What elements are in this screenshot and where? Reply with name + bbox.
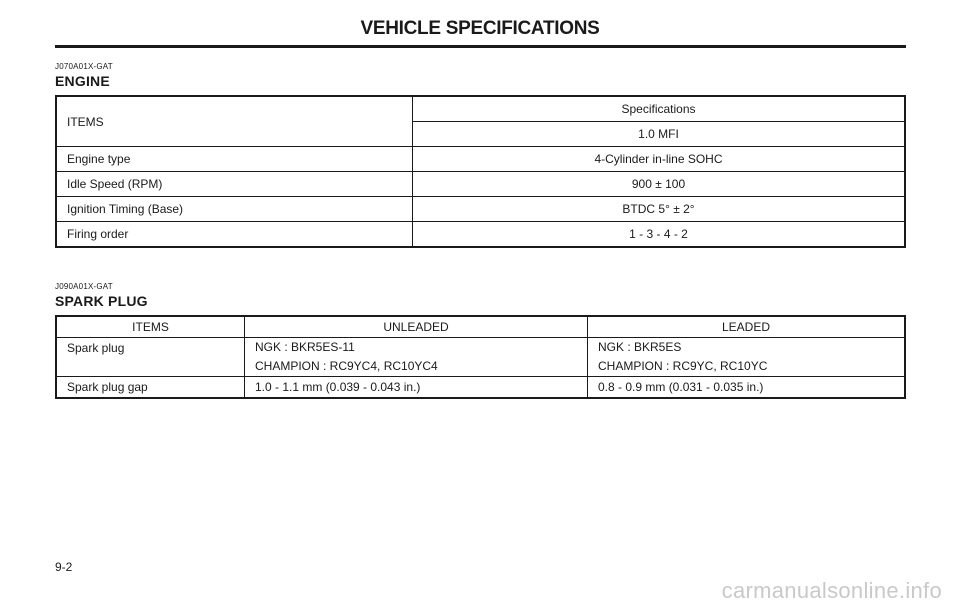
engine-item-cell: Firing order <box>56 222 413 248</box>
table-row <box>56 377 905 399</box>
engine-section-heading: ENGINE <box>55 73 110 89</box>
table-row <box>56 147 905 172</box>
title-rule <box>55 45 906 48</box>
table-row <box>56 338 905 377</box>
engine-item-cell: Engine type <box>56 147 413 172</box>
spark-gap-unleaded: 1.0 - 1.1 mm (0.039 - 0.043 in.) <box>245 377 588 399</box>
spark-plug-label: Spark plug <box>56 338 245 377</box>
spark-plug-section-code: J090A01X-GAT <box>55 282 113 291</box>
spark-plug-leaded-cell <box>588 338 906 377</box>
engine-spec-table <box>55 95 906 248</box>
spark-plug-unleaded-cell <box>245 338 588 377</box>
table-row <box>56 222 905 248</box>
engine-spec-subheader: 1.0 MFI <box>413 122 906 147</box>
engine-spec-header: Specifications <box>413 96 906 122</box>
spark-gap-label: Spark plug gap <box>56 377 245 399</box>
table-row <box>56 172 905 197</box>
table-row <box>56 316 905 338</box>
engine-value-cell: 4-Cylinder in-line SOHC <box>413 147 906 172</box>
spark-plug-spec-table <box>55 315 906 399</box>
spark-plug-unleaded-champion: CHAMPION : RC9YC4, RC10YC4 <box>255 359 438 373</box>
spark-plug-leaded-champion: CHAMPION : RC9YC, RC10YC <box>598 359 768 373</box>
spark-leaded-header: LEADED <box>588 316 906 338</box>
engine-item-cell: Idle Speed (RPM) <box>56 172 413 197</box>
engine-value-cell: 1 - 3 - 4 - 2 <box>413 222 906 248</box>
page-title: VEHICLE SPECIFICATIONS <box>360 18 600 39</box>
table-row <box>56 96 905 122</box>
engine-value-cell: 900 ± 100 <box>413 172 906 197</box>
spark-items-header: ITEMS <box>56 316 245 338</box>
spark-plug-leaded-ngk: NGK : BKR5ES <box>598 340 682 354</box>
page-number: 9-2 <box>55 560 73 574</box>
table-row <box>56 197 905 222</box>
spark-plug-unleaded-ngk: NGK : BKR5ES-11 <box>255 340 355 354</box>
engine-section-code: J070A01X-GAT <box>55 62 113 71</box>
engine-items-header: ITEMS <box>56 96 413 147</box>
watermark: carmanualsonline.info <box>721 578 942 603</box>
spark-gap-leaded: 0.8 - 0.9 mm (0.031 - 0.035 in.) <box>588 377 906 399</box>
engine-item-cell: Ignition Timing (Base) <box>56 197 413 222</box>
engine-value-cell: BTDC 5° ± 2° <box>413 197 906 222</box>
spark-plug-section-heading: SPARK PLUG <box>55 293 148 309</box>
spark-unleaded-header: UNLEADED <box>245 316 588 338</box>
